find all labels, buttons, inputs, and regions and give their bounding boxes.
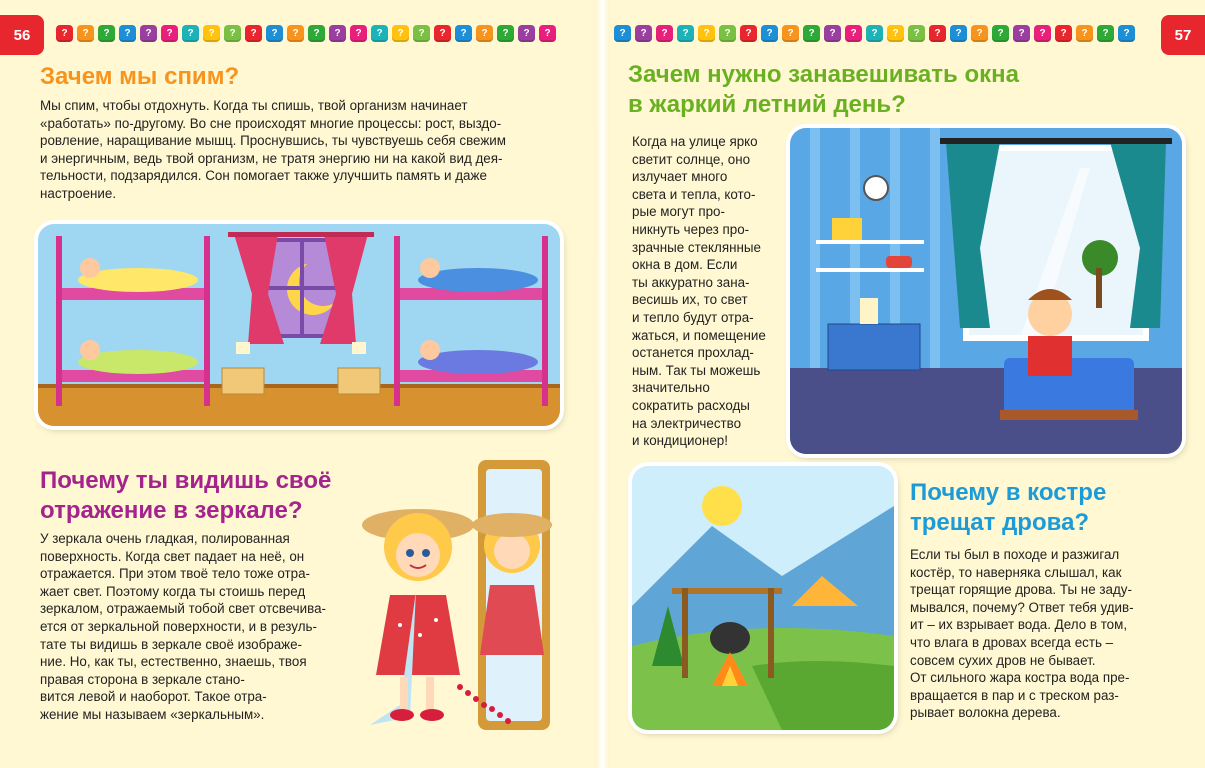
question-badge-row-left	[56, 25, 556, 42]
question-badge-icon: ?	[677, 25, 694, 42]
right-page	[610, 0, 1205, 768]
section-body-curtains: Когда на улице ярко светит солнце, оно излучает много света и тепла, кото- рые могут про- никнуть через про- зрачные стеклянные окна в дом. Если ты аккуратно зана- весишь их, то свет и тепло будут отра- жаться, и помещение останется прохлад- ным. Так ты можешь значительно сократить расходы на электричество и кондиционер!	[632, 134, 766, 449]
question-badge-icon: ?	[1034, 25, 1051, 42]
question-badge-icon: ?	[413, 25, 430, 42]
left-page	[0, 0, 595, 768]
question-badge-icon: ?	[992, 25, 1009, 42]
question-badge-icon: ?	[824, 25, 841, 42]
question-badge-icon: ?	[1076, 25, 1093, 42]
question-badge-icon: ?	[287, 25, 304, 42]
section-title-mirror-line1: Почему ты видишь своё	[40, 467, 332, 494]
question-badge-icon: ?	[434, 25, 451, 42]
page-number-right: 57	[1161, 15, 1205, 55]
question-badge-icon: ?	[266, 25, 283, 42]
question-badge-icon: ?	[119, 25, 136, 42]
question-badge-row-right	[614, 25, 1135, 42]
campfire-illustration	[632, 466, 894, 730]
section-title-sleep: Зачем мы спим?	[40, 63, 240, 90]
question-badge-icon: ?	[740, 25, 757, 42]
section-body-sleep: Мы спим, чтобы отдохнуть. Когда ты спишь, твой организм начинает «работать» по-другому. Во сне происходят многие процессы: рост, выздо- ровление, наращивание мышц. Проснувшись, ты чувствуешь себя свежим и энергичным, ведь твой организм, не тратя энергию ни на какой вид дея- тельности, подзарядился. Сон помогает также улучшить память и даже настроение.	[40, 98, 506, 201]
question-badge-icon: ?	[719, 25, 736, 42]
question-badge-icon: ?	[392, 25, 409, 42]
question-badge-icon: ?	[1097, 25, 1114, 42]
question-badge-icon: ?	[656, 25, 673, 42]
question-badge-icon: ?	[161, 25, 178, 42]
question-badge-icon: ?	[203, 25, 220, 42]
question-badge-icon: ?	[539, 25, 556, 42]
question-badge-icon: ?	[971, 25, 988, 42]
girl-mirror-illustration	[330, 455, 570, 745]
question-badge-icon: ?	[245, 25, 262, 42]
question-badge-icon: ?	[782, 25, 799, 42]
section-title-campfire-line2: трещат дрова?	[910, 509, 1090, 536]
question-badge-icon: ?	[497, 25, 514, 42]
section-title-mirror	[40, 466, 331, 526]
question-badge-icon: ?	[887, 25, 904, 42]
question-badge-icon: ?	[56, 25, 73, 42]
question-badge-icon: ?	[1055, 25, 1072, 42]
question-badge-icon: ?	[182, 25, 199, 42]
question-badge-icon: ?	[908, 25, 925, 42]
question-badge-icon: ?	[929, 25, 946, 42]
section-title-campfire-line1: Почему в костре	[910, 479, 1107, 506]
question-badge-icon: ?	[698, 25, 715, 42]
question-badge-icon: ?	[455, 25, 472, 42]
bunk-beds-illustration	[38, 224, 560, 426]
section-body-mirror: У зеркала очень гладкая, полированная поверхность. Когда свет падает на неё, он отражается. При этом твоё тело тоже отра- жает свет. Поэтому когда ты стоишь перед зеркалом, отражаемый тобой свет отсвечива- ется от зеркальной поверхности, и в резуль- тате ты видишь в зеркале своё изображе- ние. Но, как ты, естественно, знаешь, твоя правая сторона в зеркале стано- вится левой и наоборот. Такое отра- жение мы называем «зеркальным».	[40, 531, 326, 722]
question-badge-icon: ?	[761, 25, 778, 42]
section-title-curtains-line1: Зачем нужно занавешивать окна	[628, 61, 1019, 88]
page-number-left: 56	[0, 15, 44, 55]
curtained-room-illustration	[790, 128, 1182, 454]
question-badge-icon: ?	[98, 25, 115, 42]
section-title-mirror-line2: отражение в зеркале?	[40, 497, 303, 524]
question-badge-icon: ?	[308, 25, 325, 42]
question-badge-icon: ?	[614, 25, 631, 42]
question-badge-icon: ?	[950, 25, 967, 42]
question-badge-icon: ?	[866, 25, 883, 42]
page-gutter	[595, 0, 610, 768]
section-title-curtains-line2: в жаркий летний день?	[628, 91, 906, 118]
question-badge-icon: ?	[329, 25, 346, 42]
question-badge-icon: ?	[77, 25, 94, 42]
question-badge-icon: ?	[635, 25, 652, 42]
question-badge-icon: ?	[140, 25, 157, 42]
section-title-campfire	[910, 478, 1106, 538]
section-body-campfire: Если ты был в походе и разжигал костёр, то наверняка слышал, как трещат горящие дрова. Ты не заду- мывался, почему? Ответ тебя удив- ит – их взрывает вода. Дело в том, что влага в дровах всегда есть – совсем сухих дров не бывает. От сильного жара костра вода пре- вращается в пар и с треском раз- рывает волокна дерева.	[910, 547, 1134, 721]
question-badge-icon: ?	[845, 25, 862, 42]
question-badge-icon: ?	[350, 25, 367, 42]
question-badge-icon: ?	[518, 25, 535, 42]
question-badge-icon: ?	[1013, 25, 1030, 42]
question-badge-icon: ?	[476, 25, 493, 42]
question-badge-icon: ?	[224, 25, 241, 42]
question-badge-icon: ?	[1118, 25, 1135, 42]
question-badge-icon: ?	[803, 25, 820, 42]
question-badge-icon: ?	[371, 25, 388, 42]
section-title-curtains	[628, 60, 1019, 120]
